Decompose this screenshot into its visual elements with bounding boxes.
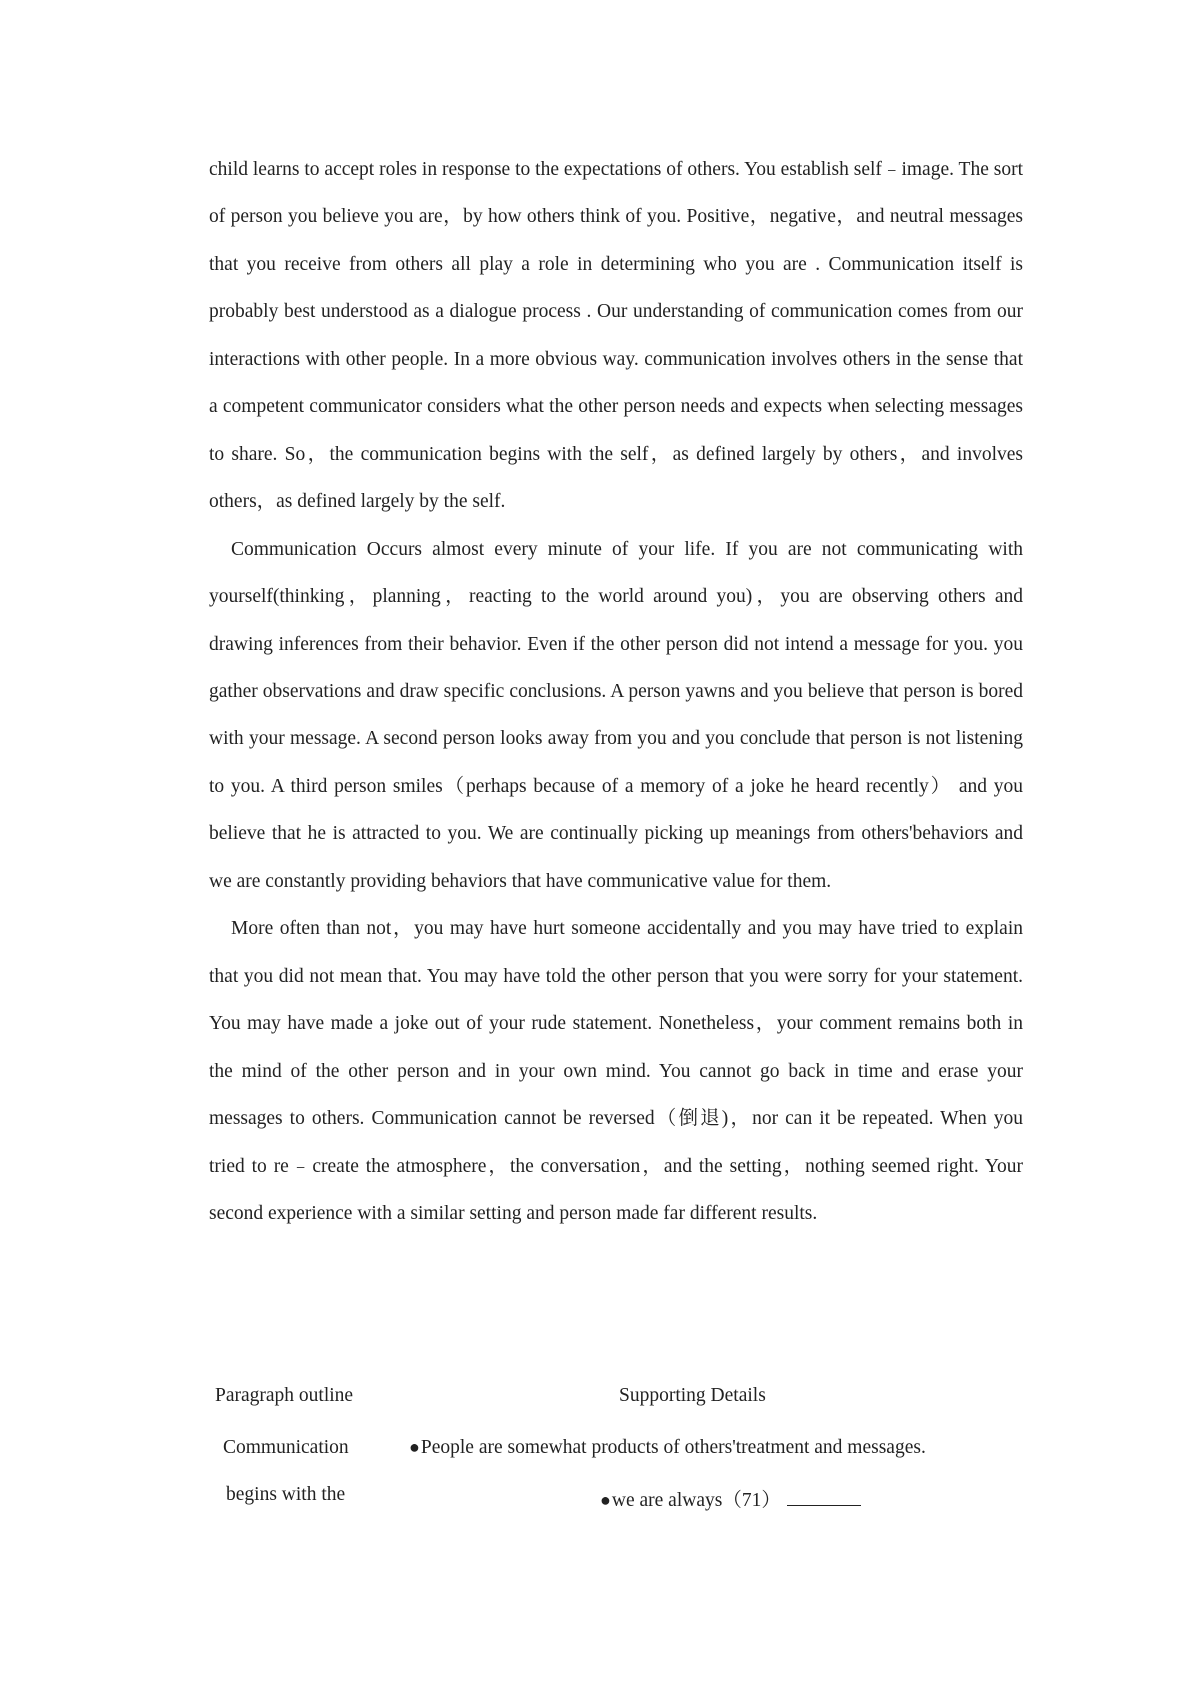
paragraph-1: child learns to accept roles in response to the expectations of others. You establish self﹣image. The sort of person you believe you are，by how others think of you. Positive，negative，and neutral messages that you receive from others all play a role in determining who you are . Communication itself is probably best understood as a dialogue process . Our understanding of communication comes from our interactions with other people. In a more obvious way. communication involves others in the sense that a competent communicator considers what the other person needs and expects when selecting messages to share. So，the communication begins with the self，as defined largely by others，and involves others，as defined largely by the self. — [209, 159, 1023, 513]
paragraph-2: Communication Occurs almost every minute of your life. If you are not communicating with yourself(thinking，planning，reacting to the world around you)，you are observing others and drawing inferences from their behavior. Even if the other person did not intend a message for you. you gather observations and draw specific conclusions. A person yawns and you believe that person is bored with your message. A second person looks away from you and you conclude that person is not listening to you. A third person smiles（perhaps because of a memory of a joke he heard recently） and you believe that he is attracted to you. We are continually picking up meanings from others'behaviors and we are constantly providing behaviors that have communicative value for them. — [209, 538, 1023, 892]
outline-row — [209, 1478, 1023, 1525]
paragraph-outline-heading: Paragraph outline — [215, 1385, 354, 1406]
outline-row-label: Communication — [223, 1437, 349, 1458]
supporting-detail-text: we are always（71） — [611, 1490, 781, 1511]
supporting-details-heading: Supporting Details — [619, 1385, 766, 1406]
bullet-icon: ● — [600, 1490, 611, 1510]
outline-row — [209, 1431, 1023, 1478]
bullet-icon: ● — [409, 1437, 420, 1457]
paragraph-3: More often than not，you may have hurt someone accidentally and you may have tried to explain that you did not mean that. You may have told the other person that you were sorry for your statement. You may have made a joke out of your rude statement. Nonetheless，your comment remains both in the mind of the other person and in your own mind. You cannot go back in time and erase your messages to others. Communication cannot be reversed（倒退)，nor can it be repeated. When you tried to re﹣create the atmosphere，the conversation，and the setting，nothing seemed right. Your second experience with a similar setting and person made far different results. — [209, 918, 1023, 1224]
supporting-detail — [409, 1437, 926, 1459]
passage-body — [209, 146, 1023, 1237]
answer-blank-71[interactable] — [787, 1487, 861, 1506]
supporting-detail — [600, 1484, 861, 1512]
supporting-detail-text: People are somewhat products of others'treatment and messages. — [420, 1437, 926, 1458]
outline-row-label: begins with the — [226, 1484, 346, 1505]
outline-table — [209, 1381, 1023, 1525]
outline-header — [209, 1381, 1023, 1431]
